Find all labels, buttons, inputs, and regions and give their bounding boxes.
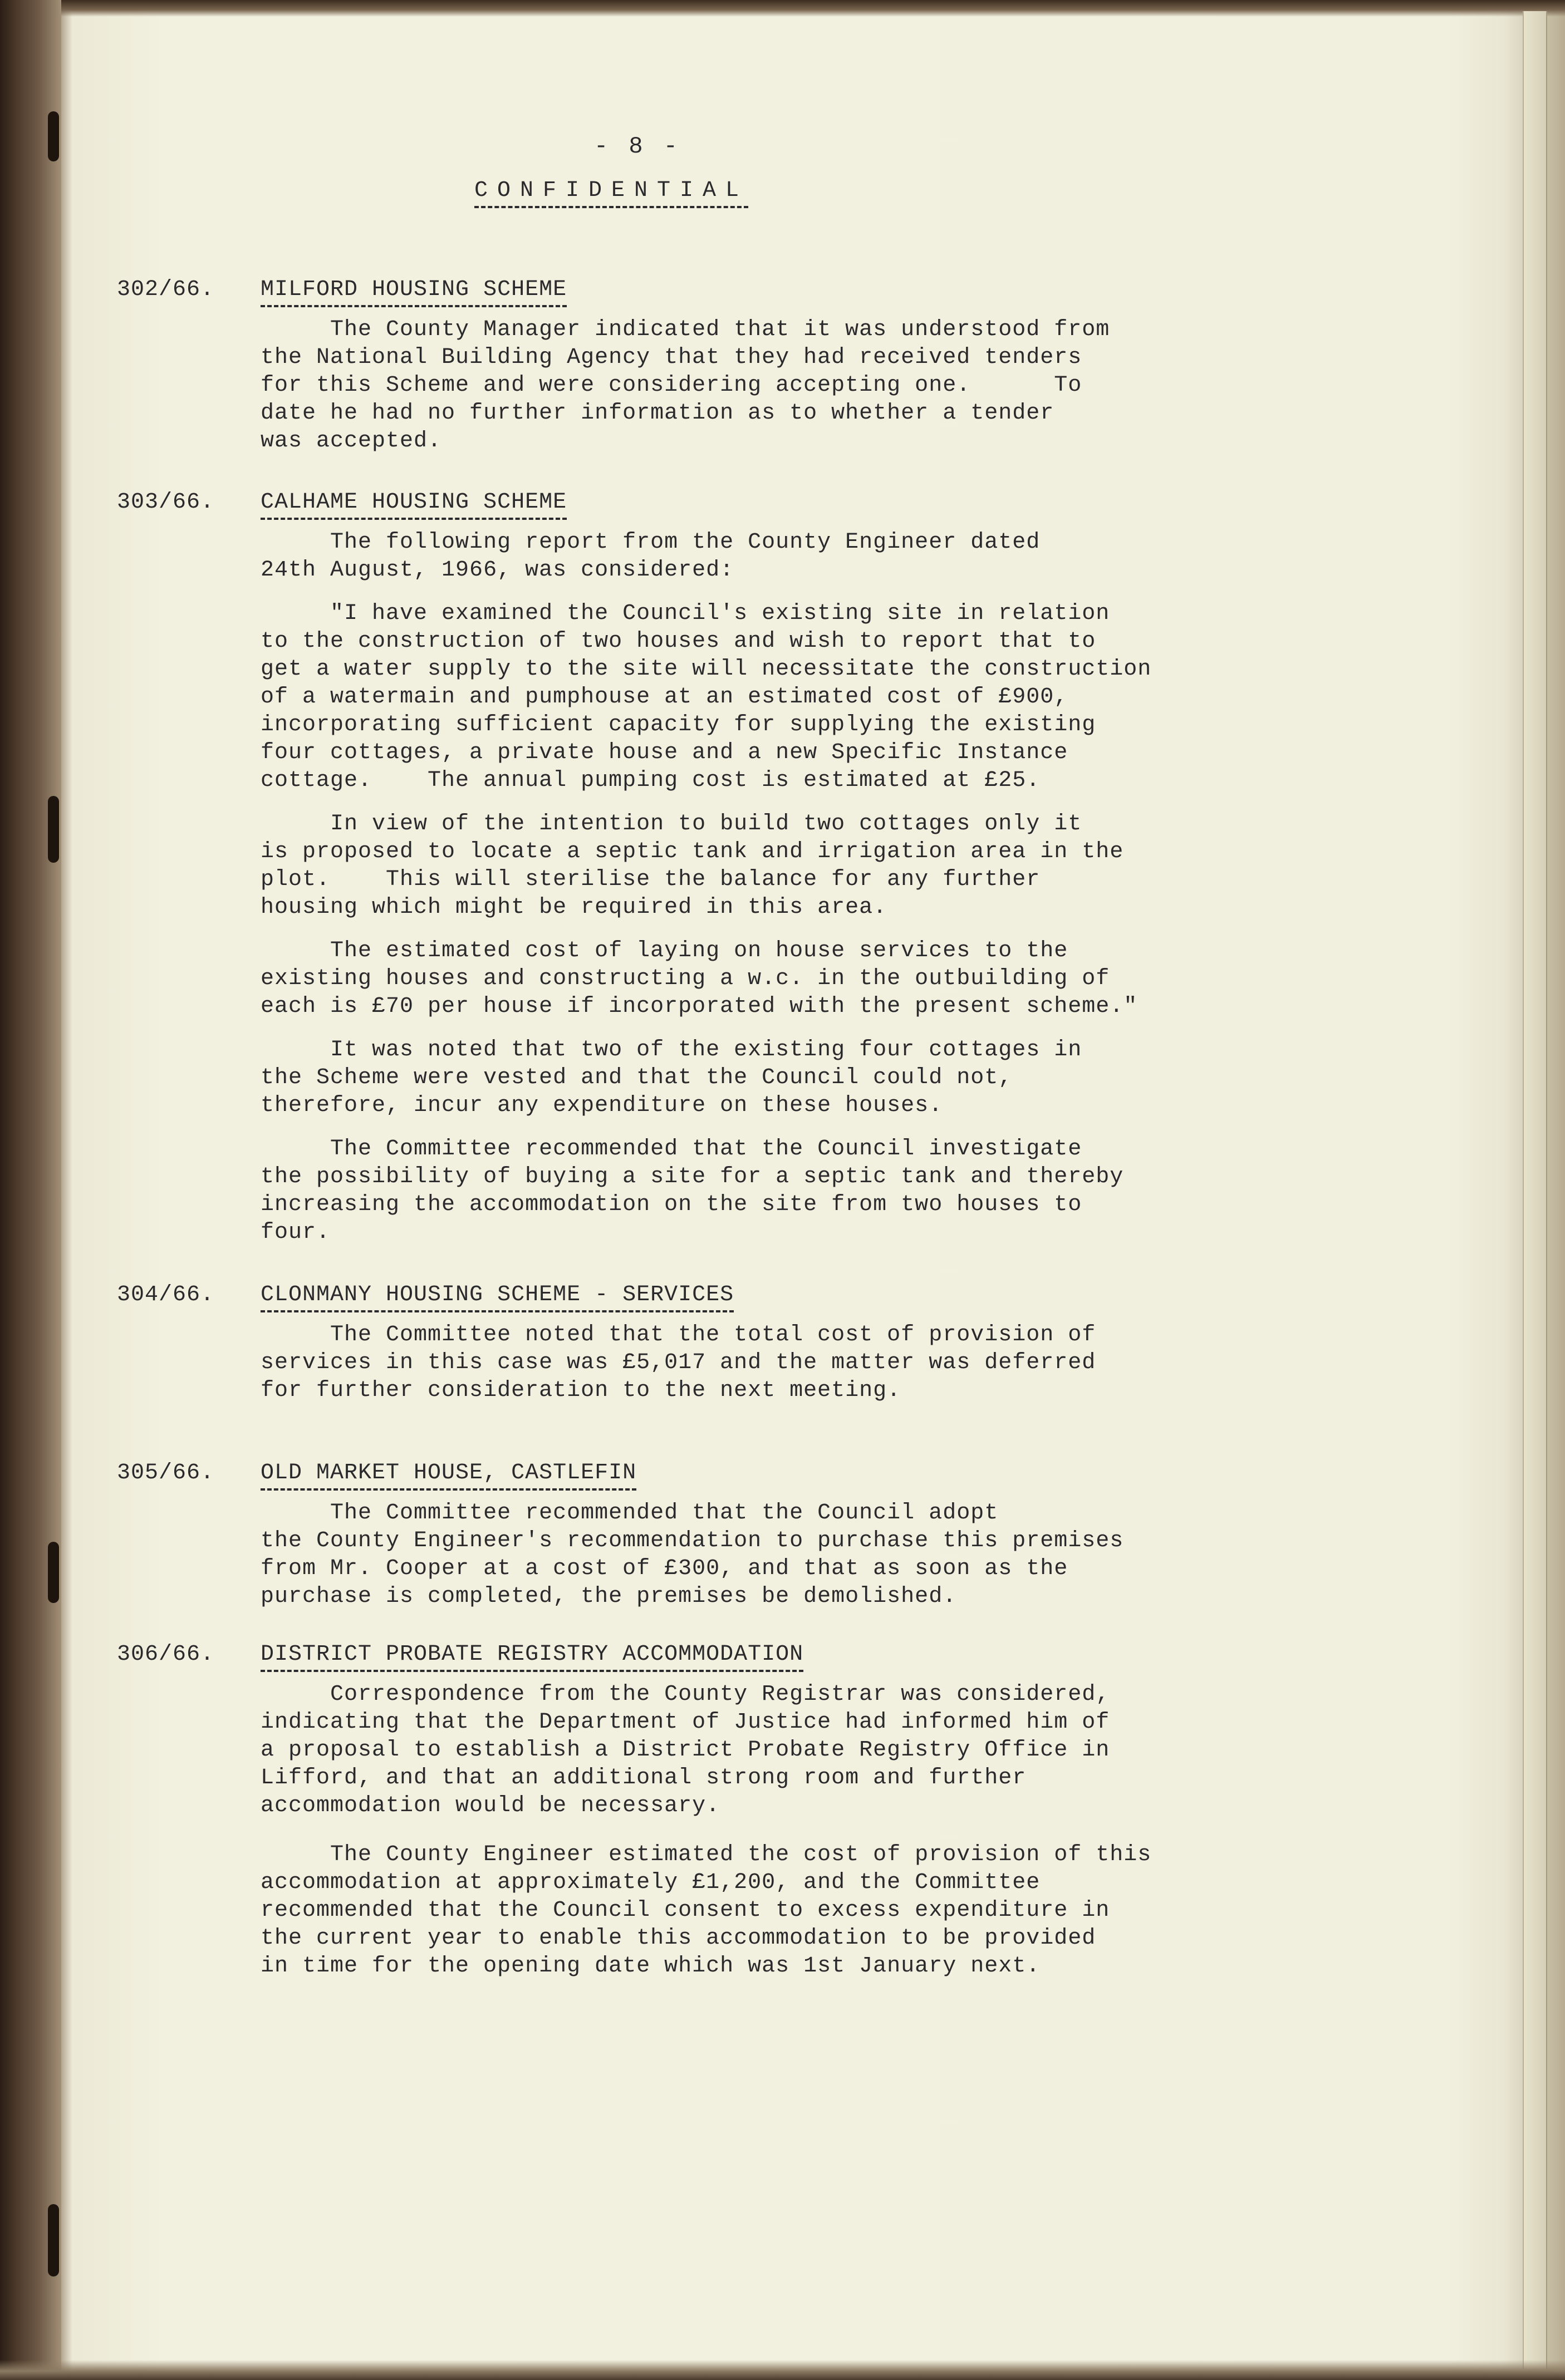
text-line: Lifford, and that an additional strong room and further (261, 1766, 1027, 1791)
quoted-report-paragraph (261, 937, 1137, 1021)
quoted-report-paragraph (261, 810, 1124, 922)
minute-number: 305/66. (117, 1461, 215, 1486)
text-line: The County Engineer estimated the cost of provision of this (261, 1842, 1152, 1867)
text-line: The Committee recommended that the Council investigate (261, 1137, 1082, 1162)
minute-heading: CLONMANY HOUSING SCHEME - SERVICES (261, 1281, 734, 1312)
text-line: for this Scheme and were considering accepting one. To (261, 373, 1082, 398)
text-line: The Committee noted that the total cost of provision of (261, 1322, 1096, 1348)
text-line: services in this case was £5,017 and the matter was deferred (261, 1350, 1096, 1375)
text-line: each is £70 per house if incorporated with the present scheme." (261, 994, 1138, 1019)
quoted-report-paragraph (261, 600, 1151, 795)
text-line: for further consideration to the next meeting. (261, 1378, 901, 1403)
minute-paragraph (261, 1841, 1151, 1980)
text-line: from Mr. Cooper at a cost of £300, and that as soon as the (261, 1556, 1068, 1581)
minute-paragraph (261, 1681, 1110, 1820)
text-line: The Committee recommended that the Council adopt (261, 1501, 999, 1526)
text-line: plot. This will sterilise the balance for any further (261, 867, 1041, 892)
text-line: get a water supply to the site will necessitate the construction (261, 657, 1152, 682)
text-line: recommended that the Council consent to excess expenditure in (261, 1898, 1110, 1923)
text-line: a proposal to establish a District Probate Registry Office in (261, 1738, 1110, 1763)
text-line: accommodation at approximately £1,200, and the Committee (261, 1870, 1041, 1895)
minute-paragraph (261, 316, 1110, 455)
minute-number: 303/66. (117, 490, 215, 515)
text-line: Correspondence from the County Registrar was considered, (261, 1682, 1110, 1707)
minute-number: 302/66. (117, 277, 215, 302)
text-line: the National Building Agency that they had received tenders (261, 345, 1082, 370)
text-line: of a watermain and pumphouse at an estimated cost of £900, (261, 685, 1068, 710)
text-line: The County Manager indicated that it was understood from (261, 317, 1110, 342)
minute-paragraph (261, 1321, 1096, 1405)
text-line: in time for the opening date which was 1st January next. (261, 1954, 1041, 1979)
minute-paragraph (261, 1135, 1124, 1247)
text-line: indicating that the Department of Justice had informed him of (261, 1710, 1110, 1735)
text-line: In view of the intention to build two cottages only it (261, 812, 1082, 837)
text-line: four. (261, 1220, 331, 1245)
text-line: the current year to enable this accommodation to be provided (261, 1926, 1096, 1951)
minute-heading: CALHAME HOUSING SCHEME (261, 489, 567, 520)
minute-paragraph (261, 1499, 1124, 1611)
text-line: The estimated cost of laying on house services to the (261, 938, 1068, 963)
text-line: date he had no further information as to whether a tender (261, 401, 1054, 426)
minute-number: 304/66. (117, 1282, 215, 1307)
page-number: - 8 - (593, 133, 681, 160)
minute-heading: MILFORD HOUSING SCHEME (261, 276, 567, 307)
minute-heading: OLD MARKET HOUSE, CASTLEFIN (261, 1459, 636, 1491)
text-line: cottage. The annual pumping cost is estimated at £25. (261, 768, 1041, 793)
text-line: is proposed to locate a septic tank and irrigation area in the (261, 839, 1124, 864)
text-line: to the construction of two houses and wish to report that to (261, 629, 1096, 654)
classification-heading: CONFIDENTIAL (474, 177, 748, 208)
text-line: the possibility of buying a site for a septic tank and thereby (261, 1164, 1124, 1189)
minute-number: 306/66. (117, 1642, 215, 1667)
text-line: existing houses and constructing a w.c. in the outbuilding of (261, 966, 1110, 991)
text-line: It was noted that two of the existing four cottages in (261, 1037, 1082, 1063)
minute-paragraph (261, 529, 1040, 584)
text-line: incorporating sufficient capacity for supplying the existing (261, 712, 1096, 737)
text-line: the Scheme were vested and that the Council could not, (261, 1065, 1013, 1090)
text-line: 24th August, 1966, was considered: (261, 558, 734, 583)
text-line: the County Engineer's recommendation to purchase this premises (261, 1528, 1124, 1553)
minute-heading: DISTRICT PROBATE REGISTRY ACCOMMODATION (261, 1641, 803, 1672)
text-line: four cottages, a private house and a new Specific Instance (261, 740, 1068, 765)
text-line: housing which might be required in this area. (261, 895, 887, 920)
text-line: "I have examined the Council's existing site in relation (261, 601, 1110, 626)
text-line: accommodation would be necessary. (261, 1793, 720, 1818)
text-line: increasing the accommodation on the site from two houses to (261, 1192, 1082, 1217)
text-line: The following report from the County Engineer dated (261, 530, 1041, 555)
text-line: was accepted. (261, 429, 442, 454)
text-line: therefore, incur any expenditure on these houses. (261, 1093, 943, 1118)
minute-paragraph (261, 1036, 1082, 1120)
text-line: purchase is completed, the premises be demolished. (261, 1584, 957, 1609)
